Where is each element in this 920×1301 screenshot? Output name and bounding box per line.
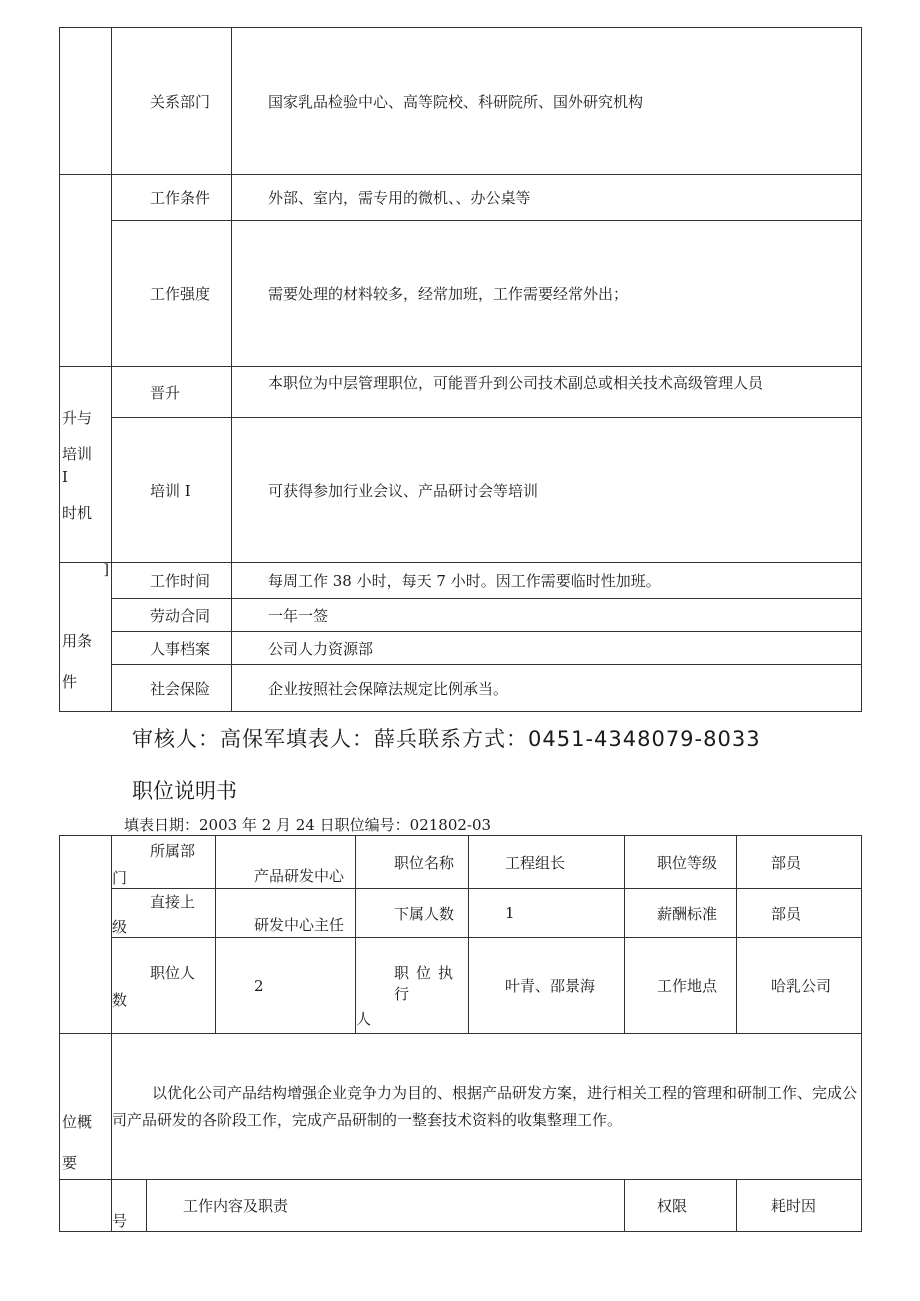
- duties-number-header: 号: [112, 1180, 147, 1232]
- headcount-value: 2: [216, 938, 356, 1034]
- reviewer-footer: 审核人：高保军填表人：薛兵联系方式：0451-4348079-8033: [132, 727, 761, 751]
- label-line: 数: [112, 991, 128, 1009]
- job-conditions-table: [59, 27, 862, 712]
- promotion-value: 本职位为中层管理职位，可能晋升到公司技术副总或相关技术高级管理人员: [232, 367, 862, 418]
- label-line: 直接上: [150, 893, 196, 911]
- label-line: 级: [112, 918, 128, 936]
- side-line: 用条: [62, 632, 93, 650]
- social-insurance-value: 企业按照社会保障法规定比例承当。: [232, 665, 862, 712]
- dept-label: [112, 836, 216, 889]
- authority-header: 权限: [625, 1180, 737, 1232]
- salary-label: 薪酬标准: [625, 889, 737, 938]
- position-summary-side-label: [60, 1034, 112, 1180]
- label-line: 职位人: [150, 964, 196, 982]
- label-line: 门: [112, 869, 128, 887]
- personnel-file-value: 公司人力资源部: [232, 632, 862, 665]
- subordinates-value: 1: [469, 889, 625, 938]
- dept-value: 产品研发中心: [216, 836, 356, 889]
- blank-side-cell: [60, 28, 112, 175]
- time-header: 耗时因: [737, 1180, 862, 1232]
- salary-value: 部员: [737, 889, 862, 938]
- work-time-label: 工作时间: [112, 563, 232, 599]
- personnel-file-label: 人事档案: [112, 632, 232, 665]
- blank-side-cell: [60, 1180, 112, 1232]
- work-intensity-label: 工作强度: [112, 221, 232, 367]
- superior-label: [112, 889, 216, 938]
- side-line: 要: [62, 1154, 78, 1172]
- location-value: 哈乳公司: [737, 938, 862, 1034]
- position-info-table: [59, 835, 862, 1232]
- label-line: 职位执行: [394, 964, 461, 1003]
- labor-contract-value: 一年一签: [232, 599, 862, 632]
- side-line: I: [62, 467, 68, 486]
- labor-contract-label: 劳动合同: [112, 599, 232, 632]
- side-line: 件: [62, 673, 78, 691]
- location-label: 工作地点: [625, 938, 737, 1034]
- promotion-label: 晋升: [112, 367, 232, 418]
- training-value: 可获得参加行业会议、产品研讨会等培训: [232, 418, 862, 563]
- headcount-label: [112, 938, 216, 1034]
- label-line: 所属部: [150, 842, 196, 860]
- side-line: 升与: [62, 408, 93, 427]
- position-summary-text: 以优化公司产品结构增强企业竞争力为目的、根据产品研发方案，进行相关工程的管理和研制工作、完成公司产品研发的各阶段工作，完成产品研制的一整套技术资料的收集整理工作。: [112, 1034, 862, 1180]
- work-conditions-label: 工作条件: [112, 175, 232, 221]
- side-bracket: ]: [103, 562, 109, 578]
- social-insurance-label: 社会保险: [112, 665, 232, 712]
- superior-value: 研发中心主任: [216, 889, 356, 938]
- position-name-label: 职位名称: [356, 836, 469, 889]
- training-label: 培训 I: [112, 418, 232, 563]
- blank-side-cell: [60, 836, 112, 1034]
- side-line: 位概: [62, 1113, 93, 1131]
- position-name-value: 工程组长: [469, 836, 625, 889]
- promotion-training-side-label: [60, 367, 112, 563]
- fill-date-and-position-number: 填表日期：2003 年 2 月 24 日职位编号：021802-03: [124, 816, 492, 834]
- document-title: 职位说明书: [132, 779, 237, 803]
- subordinates-label: 下属人数: [356, 889, 469, 938]
- position-level-label: 职位等级: [625, 836, 737, 889]
- work-time-value: 每周工作 38 小时，每天 7 小时。因工作需要临时性加班。: [232, 563, 862, 599]
- employment-conditions-side-label: [60, 563, 112, 712]
- work-conditions-value: 外部、室内，需专用的微机、、办公桌等: [232, 175, 862, 221]
- work-intensity-value: 需要处理的材料较多，经常加班，工作需要经常外出；: [232, 221, 862, 367]
- side-line: 时机: [62, 503, 93, 522]
- label-line: 人: [356, 1010, 372, 1028]
- position-level-value: 部员: [737, 836, 862, 889]
- side-line: 培训: [62, 444, 93, 463]
- related-dept-label: 关系部门: [112, 28, 232, 175]
- duties-header: 工作内容及职责: [147, 1180, 625, 1232]
- blank-side-cell: [60, 175, 112, 367]
- executor-label: [356, 938, 469, 1034]
- executor-value: 叶青、邵景海: [469, 938, 625, 1034]
- related-dept-value: 国家乳品检验中心、高等院校、科研院所、国外研究机构: [232, 28, 862, 175]
